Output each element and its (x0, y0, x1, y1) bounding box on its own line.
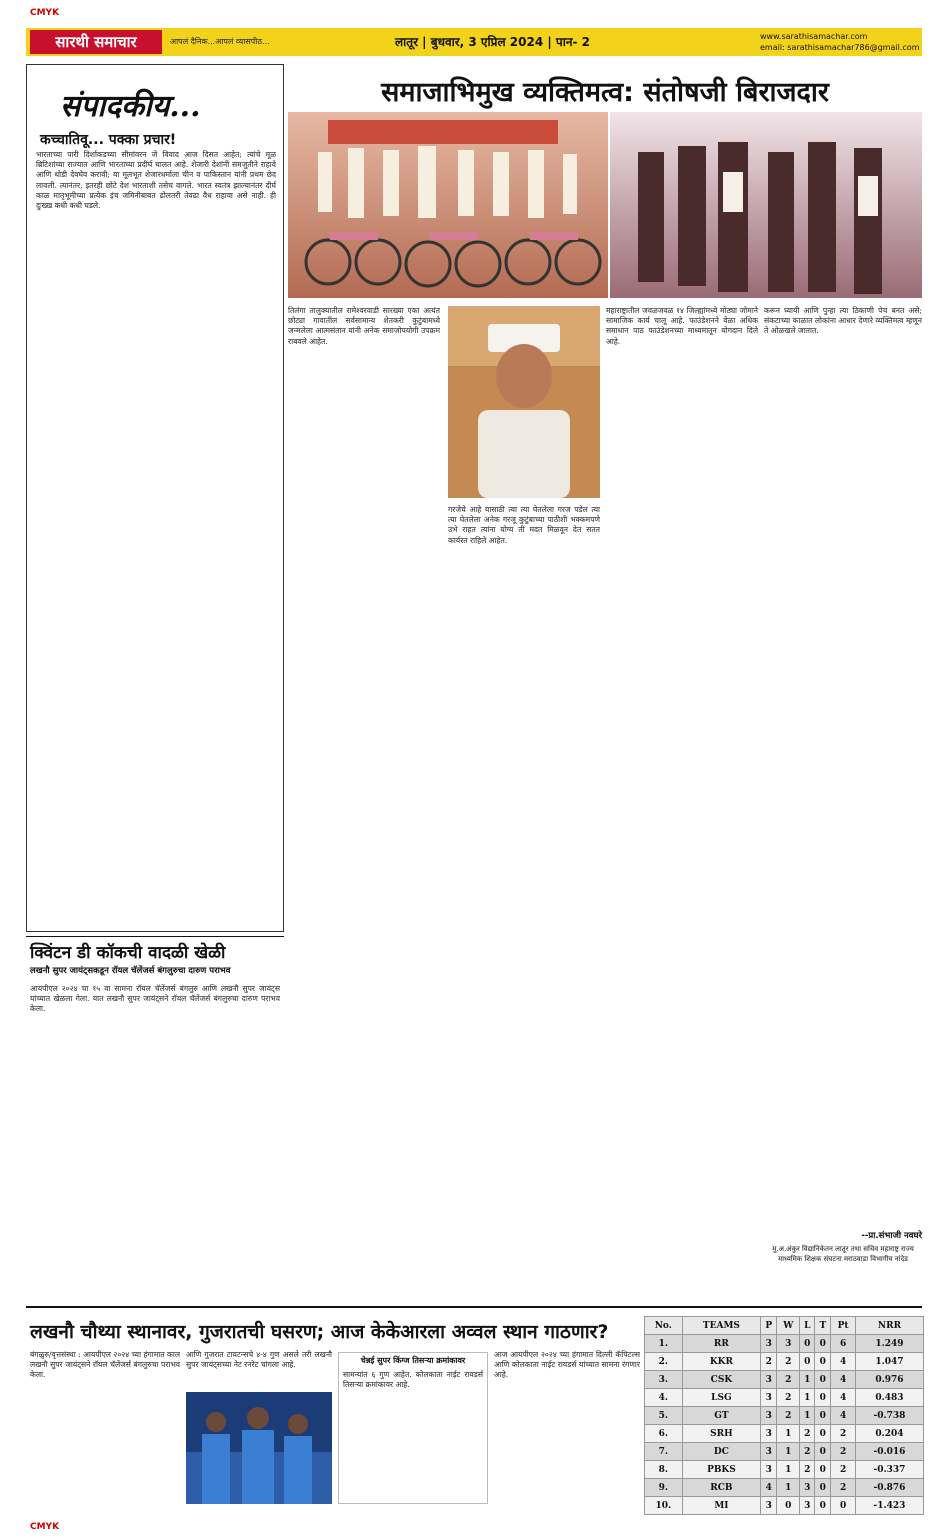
points-table-cell: 3 (800, 1479, 815, 1497)
website-link[interactable]: www.sarathisamachar.com (760, 32, 868, 41)
points-table-cell: 0 (815, 1353, 831, 1371)
ipl-col-2 (186, 1350, 332, 1390)
points-table-cell: 2 (777, 1371, 800, 1389)
points-table-header-cell: L (800, 1317, 815, 1335)
points-table-cell: 8. (645, 1461, 683, 1479)
feature-col-1-text: तिलंगा तालुक्यातील रामेश्वरवाडी सारख्या एका अत्यंत छोट्या गावातील सर्वसामान्य शेतकरी कुटुंबामध्ये जन्मलेला आत्मसंतान यांनी अनेक समाजोपयोगी उपक्रम राबवले आहेत. (288, 306, 440, 346)
cricket-body (30, 984, 280, 1254)
points-table-cell: 0 (831, 1497, 856, 1515)
points-table-cell: 6 (831, 1335, 856, 1353)
ipl-box-text: सामन्यांत ६ गुण आहेत. कोलकाता नाईट रायडर्स तिसऱ्या क्रमांकावर आहे. (343, 1370, 483, 1390)
points-table-cell: MI (682, 1497, 761, 1515)
points-table-cell: 1 (800, 1371, 815, 1389)
points-table-row (645, 1443, 924, 1461)
points-table-cell: 6. (645, 1425, 683, 1443)
points-table-cell: 0.204 (855, 1425, 923, 1443)
points-table-row (645, 1407, 924, 1425)
points-table-cell: 2 (761, 1353, 777, 1371)
points-table-header-cell: T (815, 1317, 831, 1335)
points-table-cell: 1.047 (855, 1353, 923, 1371)
points-table-row (645, 1479, 924, 1497)
points-table-cell: CSK (682, 1371, 761, 1389)
editorial-body (36, 150, 276, 925)
points-table-row (645, 1353, 924, 1371)
portrait-photo (448, 306, 600, 498)
ipl-col-4-text: आज आयपीएल २०२४ च्या हंगामात दिल्ली कॅपिटल्स आणि कोलकाता नाईट रायडर्स यांच्यात सामना रंगणार आहे. (494, 1350, 640, 1380)
points-table-cell: 0 (815, 1425, 831, 1443)
points-table-cell: -0.738 (855, 1407, 923, 1425)
points-table-cell: 2 (777, 1407, 800, 1425)
points-table-cell: 0 (815, 1407, 831, 1425)
points-table-cell: 2 (831, 1461, 856, 1479)
brand-logo: सारथी समाचार (30, 30, 162, 54)
points-table-header-cell: Pt (831, 1317, 856, 1335)
points-table-cell: KKR (682, 1353, 761, 1371)
points-table-cell: 0 (815, 1461, 831, 1479)
points-table-cell: 1 (777, 1425, 800, 1443)
points-table-row (645, 1461, 924, 1479)
points-table-cell: 2. (645, 1353, 683, 1371)
points-table-header (645, 1317, 924, 1335)
points-table-header-cell: TEAMS (682, 1317, 761, 1335)
ipl-box-body (339, 1368, 487, 1498)
points-table-cell: 0 (815, 1497, 831, 1515)
points-table-cell: 3. (645, 1371, 683, 1389)
points-table-cell: LSG (682, 1389, 761, 1407)
points-table-row (645, 1371, 924, 1389)
points-table-cell: 1 (777, 1479, 800, 1497)
portrait-photo-svg (448, 306, 600, 498)
ipl-players-photo-svg (186, 1392, 332, 1504)
feature-col-2-text: गरजेचे आहे यासाठी त्या त्या घेतलेला गरज पडेल त्या त्या घेतलेला अनेक गरजू कुटुंबाच्या पाठीशी भक्कमपणे उभे राहत त्यांना योग्य ती मदत मिळवून देत सतत कार्यरत राहिले आहेत. (448, 505, 600, 545)
points-table-cell: 2 (831, 1443, 856, 1461)
cmyk-mark-bottom: CMYK (30, 1522, 60, 1532)
points-table-cell: DC (682, 1443, 761, 1461)
points-table-cell: 4 (761, 1479, 777, 1497)
points-table-cell: 2 (777, 1353, 800, 1371)
ipl-box-headline: चेन्नई सुपर किंग्ज तिसऱ्या क्रमांकावर (360, 1356, 466, 1365)
ipl-col-4 (494, 1350, 640, 1510)
feature-headline: समाजाभिमुख व्यक्तिमत्व: संतोषजी बिराजदार (381, 77, 829, 108)
points-table-header-cell: NRR (855, 1317, 923, 1335)
points-table-cell: 4 (831, 1353, 856, 1371)
points-table-cell: 4. (645, 1389, 683, 1407)
points-table-cell: 9. (645, 1479, 683, 1497)
points-table-cell: RR (682, 1335, 761, 1353)
points-table-cell: 0 (800, 1335, 815, 1353)
points-table-cell: 1 (800, 1407, 815, 1425)
points-table-cell: 1.249 (855, 1335, 923, 1353)
points-table-cell: 1 (777, 1461, 800, 1479)
points-table-row (645, 1389, 924, 1407)
event-photo-svg (288, 112, 922, 298)
email-link[interactable]: email: sarathisamachar786@gmail.com (760, 43, 920, 52)
ipl-col-1 (30, 1350, 180, 1510)
points-table-cell: RCB (682, 1479, 761, 1497)
points-table-cell: 4 (831, 1371, 856, 1389)
points-table-cell: -0.016 (855, 1443, 923, 1461)
ipl-headline: लखनौ चौथ्या स्थानावर, गुजरातची घसरण; आज केकेआरला अव्वल स्थान गाठणार? (30, 1321, 609, 1343)
points-table-cell: 2 (800, 1461, 815, 1479)
feature-col-4-text: करून घ्यायी आणि पुन्हा त्या ठिकाणी पेच बनत असे; संकटाच्या काळात लोकांना आधार देणारे व्यक्तिमत्व म्हणून ते ओळखले जातात. (764, 306, 922, 336)
feature-signature-note: मु.अ.अंकुर विद्यानिकेतन लातूर तथा सचिव महाराष्ट्र राज्य माध्यमिक शिक्षक संघटना मराठवाडा विभागीय नांदेड (772, 1245, 914, 1263)
points-table-cell: PBKS (682, 1461, 761, 1479)
feature-col-2 (448, 505, 600, 1251)
points-table-cell: 3 (800, 1497, 815, 1515)
ipl-box (338, 1352, 488, 1504)
points-table-row (645, 1335, 924, 1353)
editorial-paragraph: भारताच्या पारी दिर्शाकडच्या सीमांवरन जे विवाद आज दिसत आहेत; त्यांचे मूळ ब्रिटिशांच्या राज्यात आणि भारताच्या प्रदीर्घ चालत आहे. शेजारी देशांनी समजुतीने राहावे आणि थोडी देवघेव करावी; या मूलभूत शेजारधर्माला चीन व पाकिस्तान यांनी प्रथम छेद लावली. त्यानंतर, इतरही छोटे देश भारताशी तसेच वागले. भारत स्वतंत्र झाल्यानंतर दीर्घ काळ मातृभूमीच्या प्रत्येक इंच जमिनीबाबत ढोलतरी तेवढा वैध राहावा असे नाही. ही दुःख्ख कधी कधी घडले. (36, 150, 276, 211)
points-table-cell: 2 (800, 1443, 815, 1461)
editorial-filler (36, 215, 276, 225)
points-table-cell: 1 (777, 1443, 800, 1461)
points-table-cell: 0.483 (855, 1389, 923, 1407)
ipl-players-photo (186, 1392, 332, 1504)
points-table-cell: SRH (682, 1425, 761, 1443)
cricket-headline: क्विंटन डी कॉकची वादळी खेळी (30, 943, 226, 963)
points-table-cell: GT (682, 1407, 761, 1425)
points-table-cell: 3 (761, 1407, 777, 1425)
cricket-rule (26, 936, 284, 937)
points-table-cell: 4 (831, 1389, 856, 1407)
points-table-cell: -0.337 (855, 1461, 923, 1479)
dateline: लातूर | बुधवार, 3 एप्रिल 2024 | पान- 2 (395, 35, 591, 49)
points-table-cell: 3 (761, 1335, 777, 1353)
points-table-cell: 2 (831, 1425, 856, 1443)
contact-info (760, 31, 920, 53)
points-table-cell: 3 (761, 1461, 777, 1479)
feature-signature: --प्रा.संभाजी नवघरे (861, 1231, 922, 1241)
points-table-cell: 0.976 (855, 1371, 923, 1389)
points-table-cell: 3 (777, 1335, 800, 1353)
points-table-cell: 3 (761, 1425, 777, 1443)
points-table-cell: 4 (831, 1407, 856, 1425)
points-table-cell: -1.423 (855, 1497, 923, 1515)
ipl-col-2-text: आणि गुजरात टायटन्सचे ४-४ गुण असले तरी लखनौ सुपर जायंट्सच्या नेट रनरेट चांगला आहे. (186, 1350, 332, 1370)
points-table (644, 1316, 924, 1515)
points-table-cell: 0 (815, 1479, 831, 1497)
points-table-cell: 0 (815, 1335, 831, 1353)
points-table-cell: 0 (815, 1371, 831, 1389)
points-table-cell: 0 (815, 1443, 831, 1461)
editorial-headline: कच्चातिवू... पक्का प्रचार! (40, 132, 177, 148)
points-table-row (645, 1497, 924, 1515)
feature-col-1 (288, 306, 440, 1251)
points-table-row (645, 1425, 924, 1443)
ipl-top-rule (26, 1306, 922, 1308)
points-table-cell: 0 (815, 1389, 831, 1407)
points-table-cell: 3 (761, 1371, 777, 1389)
points-table-cell: 0 (777, 1497, 800, 1515)
feature-col-3-text: महाराष्ट्रातील जवळजवळ १४ जिल्ह्यांमध्ये मोठ्या जोमाने सामाजिक कार्य चालू आहे. फाउंडेशनने वेळा अधिक समाधान पाठ फाउंडेशनच्या माध्यमातून योगदान दिले आहे. (606, 306, 758, 346)
cmyk-mark-top: CMYK (30, 8, 60, 18)
points-table-cell: 0 (800, 1353, 815, 1371)
points-table-body (645, 1335, 924, 1515)
points-table-header-cell: No. (645, 1317, 683, 1335)
editorial-section-title: संपादकीय... (60, 89, 201, 124)
cricket-subheadline: लखनौ सुपर जायंट्सकडून रॉयल चॅलेंजर्स बंगलुरुचा दारुण पराभव (30, 966, 231, 976)
cricket-body-text: आयपीएल २०२४ चा १५ वा सामना रॉयल चॅलेंजर्स बंगलुरु आणि लखनौ सुपर जायंट्स यांच्यात खेळला गेला. यात लखनौ सुपर जायंट्सने रॉयल चॅलेंजर्स बंगलुरुचा दारुण पराभव केला. (30, 984, 280, 1014)
ipl-col-1-text: बंगळुरु/वृत्तसंस्था : आयपीएल २०२४ च्या हंगामात काल लखनौ सुपर जायंट्सने रॉयल चॅलेंजर्स बंगलुरुचा पराभव केला. (30, 1350, 180, 1380)
points-table-cell: 1 (800, 1389, 815, 1407)
points-table-cell: 10. (645, 1497, 683, 1515)
points-table-cell: 2 (777, 1389, 800, 1407)
points-table-header-cell: P (761, 1317, 777, 1335)
points-table-cell: 7. (645, 1443, 683, 1461)
event-photo (288, 112, 922, 298)
points-table-cell: 5. (645, 1407, 683, 1425)
feature-col-3 (606, 306, 758, 1251)
points-table-cell: -0.876 (855, 1479, 923, 1497)
points-table-cell: 3 (761, 1389, 777, 1407)
tagline: आपलं दैनिक...आपलं व्यासपीठ... (170, 37, 270, 46)
points-table-header-cell: W (777, 1317, 800, 1335)
points-table-cell: 2 (800, 1425, 815, 1443)
points-table-cell: 2 (831, 1479, 856, 1497)
feature-col-4 (764, 306, 922, 1236)
points-table-cell: 3 (761, 1443, 777, 1461)
points-table-cell: 1. (645, 1335, 683, 1353)
points-table-cell: 3 (761, 1497, 777, 1515)
